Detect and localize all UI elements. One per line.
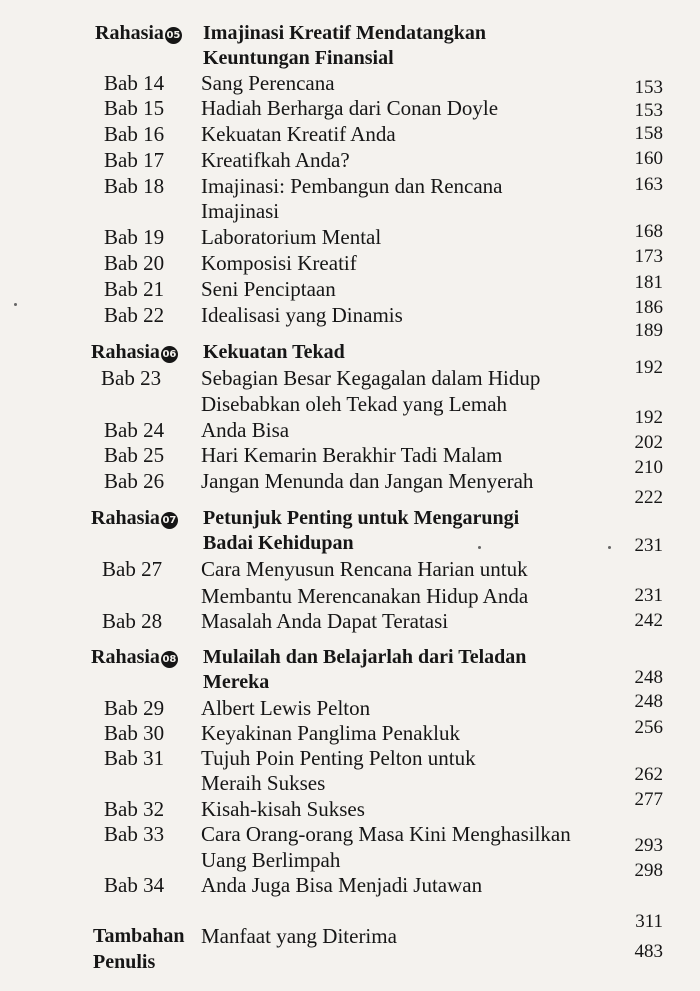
chapter-number: Bab 25 (104, 443, 165, 467)
section-number-badge: 06 (161, 346, 178, 363)
page-number: 192 (634, 407, 663, 428)
chapter-title: Seni Penciptaan (201, 277, 336, 301)
page-number: 186 (634, 297, 663, 318)
page-number: 163 (634, 174, 663, 195)
section-label: Rahasia 08 (91, 646, 177, 668)
page-number: 222 (634, 487, 663, 508)
chapter-number: Bab 18 (104, 174, 165, 198)
chapter-title: Disebabkan oleh Tekad yang Lemah (201, 392, 508, 416)
chapter-number: Bab 32 (104, 797, 165, 821)
chapter-title: Hadiah Berharga dari Conan Doyle (201, 96, 499, 120)
page-number: 277 (634, 789, 663, 810)
dust-speck (14, 303, 17, 306)
chapter-number: Bab 27 (102, 557, 163, 581)
chapter-title: Cara Orang-orang Masa Kini Menghasilkan (201, 822, 571, 846)
chapter-title: Imajinasi (201, 199, 280, 223)
chapter-title: Idealisasi yang Dinamis (201, 303, 403, 327)
chapter-title: Meraih Sukses (201, 771, 326, 795)
chapter-number: Bab 15 (104, 96, 165, 120)
page-number: 160 (634, 148, 663, 169)
chapter-number: Bab 26 (104, 469, 165, 493)
chapter-number: Bab 23 (101, 366, 162, 390)
chapter-title: Albert Lewis Pelton (201, 696, 371, 720)
appendix-label: Tambahan (93, 925, 185, 947)
chapter-title: Keyakinan Panglima Penakluk (201, 721, 460, 745)
chapter-title: Sebagian Besar Kegagalan dalam Hidup (201, 366, 541, 390)
chapter-number: Bab 14 (104, 71, 165, 95)
page-number: 298 (634, 860, 663, 881)
chapter-number: Bab 29 (104, 696, 165, 720)
chapter-number: Bab 19 (104, 225, 165, 249)
page-number: 153 (634, 100, 663, 121)
dust-speck (478, 546, 481, 549)
chapter-number: Bab 31 (104, 746, 165, 770)
chapter-number: Bab 20 (104, 251, 165, 275)
section-number-badge: 07 (161, 512, 178, 529)
page-number: 311 (635, 911, 663, 932)
page-number: 181 (634, 272, 663, 293)
page-number: 262 (634, 764, 663, 785)
page-number: 248 (634, 667, 663, 688)
chapter-title: Kisah-kisah Sukses (201, 797, 365, 821)
page-number: 231 (634, 585, 663, 606)
section-title: Mereka (203, 671, 270, 693)
chapter-title: Kreatifkah Anda? (201, 148, 350, 172)
section-number-badge: 08 (161, 651, 178, 668)
chapter-title: Jangan Menunda dan Jangan Menyerah (201, 469, 534, 493)
chapter-title: Hari Kemarin Berakhir Tadi Malam (201, 443, 503, 467)
section-title: Kekuatan Tekad (203, 341, 345, 363)
chapter-title: Masalah Anda Dapat Teratasi (201, 609, 449, 633)
page-number: 483 (634, 941, 663, 962)
chapter-number: Bab 33 (104, 822, 165, 846)
appendix-title: Manfaat yang Diterima (201, 924, 397, 948)
dust-speck (608, 546, 611, 549)
page-number: 202 (634, 432, 663, 453)
section-title: Petunjuk Penting untuk Mengarungi (203, 507, 520, 529)
chapter-title: Anda Bisa (201, 418, 290, 442)
page-number: 168 (634, 221, 663, 242)
section-title: Keuntungan Finansial (203, 47, 394, 69)
chapter-number: Bab 17 (104, 148, 165, 172)
chapter-title: Uang Berlimpah (201, 848, 341, 872)
chapter-number: Bab 22 (104, 303, 165, 327)
chapter-number: Bab 28 (102, 609, 163, 633)
page-number: 231 (634, 535, 663, 556)
section-title: Badai Kehidupan (203, 532, 354, 554)
page-number: 173 (634, 246, 663, 267)
page-number: 189 (634, 320, 663, 341)
page-number: 256 (634, 717, 663, 738)
page-number: 153 (634, 77, 663, 98)
page-number: 242 (634, 610, 663, 631)
page-number: 192 (634, 357, 663, 378)
page-number: 248 (634, 691, 663, 712)
chapter-title: Sang Perencana (201, 71, 335, 95)
section-title: Mulailah dan Belajarlah dari Teladan (203, 646, 527, 668)
chapter-title: Laboratorium Mental (201, 225, 382, 249)
chapter-number: Bab 21 (104, 277, 165, 301)
section-label: Rahasia 05 (95, 22, 181, 44)
page-number: 158 (634, 123, 663, 144)
page-number: 293 (634, 835, 663, 856)
section-label: Rahasia 07 (91, 507, 177, 529)
author-label: Penulis (93, 951, 156, 973)
chapter-number: Bab 30 (104, 721, 165, 745)
chapter-title: Kekuatan Kreatif Anda (201, 122, 396, 146)
section-label: Rahasia 06 (91, 341, 177, 363)
chapter-number: Bab 24 (104, 418, 165, 442)
chapter-number: Bab 34 (104, 873, 165, 897)
section-number-badge: 05 (165, 27, 182, 44)
chapter-title: Komposisi Kreatif (201, 251, 357, 275)
chapter-title: Cara Menyusun Rencana Harian untuk (201, 557, 528, 581)
chapter-title: Tujuh Poin Penting Pelton untuk (201, 746, 476, 770)
section-title: Imajinasi Kreatif Mendatangkan (203, 22, 486, 44)
chapter-title: Anda Juga Bisa Menjadi Jutawan (201, 873, 483, 897)
page-number: 210 (634, 457, 663, 478)
chapter-title: Imajinasi: Pembangun dan Rencana (201, 174, 503, 198)
chapter-number: Bab 16 (104, 122, 165, 146)
chapter-title: Membantu Merencanakan Hidup Anda (201, 584, 529, 608)
